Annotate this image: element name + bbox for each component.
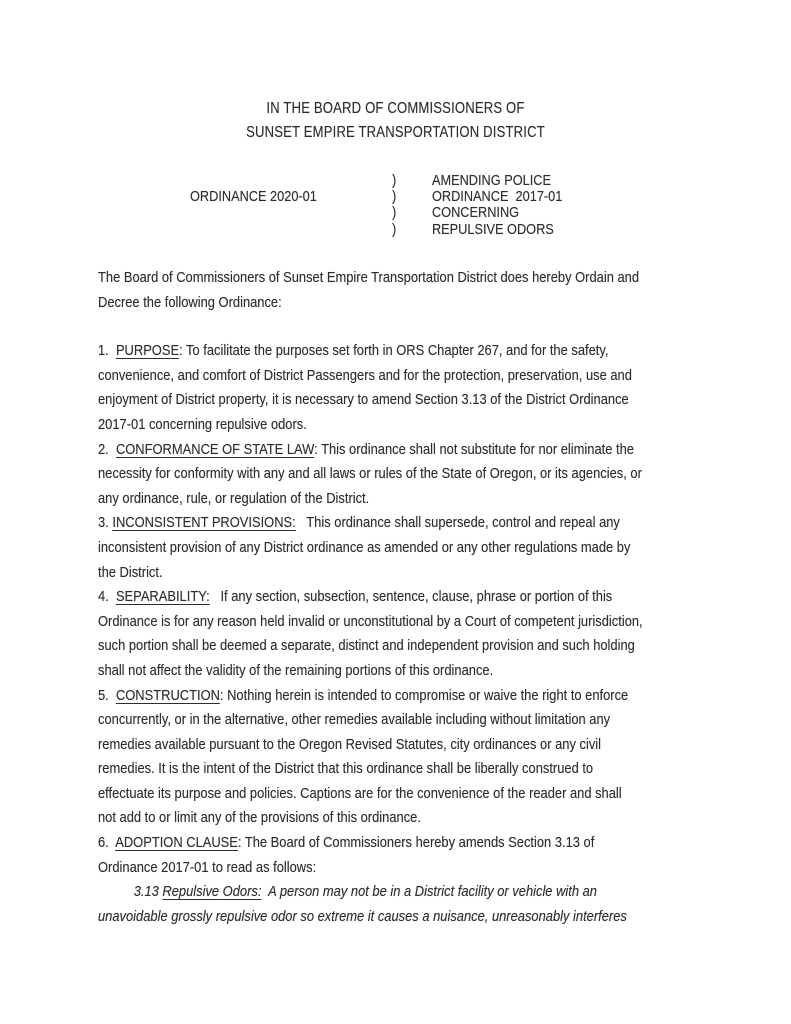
- section-text: : This ordinance shall not substitute for nor eliminate the: [314, 440, 634, 458]
- section-text: : Nothing herein is intended to compromise or waive the right to enforce: [219, 686, 629, 704]
- section-number: 2.: [98, 440, 116, 458]
- caption-paren: ): [392, 204, 397, 222]
- caption-line-text: CONCERNING: [431, 204, 520, 222]
- section-number: 4.: [98, 588, 116, 606]
- sections: [98, 339, 739, 929]
- ordinance-line: Ordinance is for any reason held invalid or unconstitutional by a Court of competent jurisdiction,: [98, 612, 643, 630]
- section-text: This ordinance shall supersede, control and repeal any: [295, 514, 620, 532]
- ordinance-line: inconsistent provision of any District ordinance as amended or any other regulations made by: [98, 538, 631, 556]
- section-number: 6.: [98, 834, 116, 852]
- ordinance-line: [98, 438, 643, 463]
- ordinance-line: Ordinance 2017-01 to read as follows:: [98, 858, 317, 876]
- ordinance-line: concurrently, or in the alternative, other remedies available including without limitation any: [98, 711, 611, 729]
- caption-row: [392, 189, 562, 205]
- ordinance-line: [98, 511, 643, 536]
- ordinance-number-label: ORDINANCE 2020-01: [190, 188, 317, 205]
- caption-line-text: ORDINANCE 2017-01: [431, 188, 563, 206]
- caption-paren: ): [392, 188, 397, 206]
- section-number: 3.: [98, 514, 113, 532]
- section-heading: PURPOSE: [115, 342, 180, 360]
- caption-block: [392, 173, 592, 238]
- caption-row: [392, 205, 562, 221]
- ordinance-line: shall not affect the validity of the remaining portions of this ordinance.: [98, 661, 494, 679]
- ordinance-line: [98, 831, 643, 856]
- ordinance-line: any ordinance, rule, or regulation of the District.: [98, 489, 370, 507]
- ordinance-line: [98, 339, 643, 364]
- preamble-line: Decree the following Ordinance:: [98, 293, 282, 311]
- ordinance-body: [98, 266, 739, 929]
- section-heading: INCONSISTENT PROVISIONS:: [112, 514, 296, 532]
- caption-paren: ): [392, 220, 397, 238]
- ordinance-line: [98, 684, 643, 709]
- ordinance-line: effectuate its purpose and policies. Captions are for the convenience of the reader and shall: [98, 784, 622, 802]
- ordinance-line: necessity for conformity with any and all laws or rules of the State of Oregon, or its agencies, or: [98, 465, 642, 483]
- caption-line-text: AMENDING POLICE: [431, 172, 551, 189]
- section-heading: CONSTRUCTION: [115, 686, 220, 704]
- section-heading: ADOPTION CLAUSE: [115, 834, 238, 852]
- caption-row: [392, 222, 562, 238]
- section-text: A person may not be in a District facility or vehicle with an: [261, 883, 597, 901]
- preamble: [98, 266, 739, 315]
- preamble-line: The Board of Commissioners of Sunset Empire Transportation District does hereby Ordain and: [98, 269, 640, 286]
- section-text: If any section, subsection, sentence, clause, phrase or portion of this: [209, 588, 613, 606]
- section-heading: SEPARABILITY:: [115, 588, 210, 606]
- section-number: 3.13: [133, 883, 163, 901]
- ordinance-line: unavoidable grossly repulsive odor so extreme it causes a nuisance, unreasonably interferes: [98, 907, 627, 925]
- title-line-2: SUNSET EMPIRE TRANSPORTATION DISTRICT: [246, 124, 545, 141]
- ordinance-line: the District.: [98, 563, 163, 581]
- section-number: 1.: [98, 342, 116, 360]
- ordinance-line: [98, 585, 643, 610]
- section-number: 5.: [98, 686, 116, 704]
- ordinance-line: remedies available pursuant to the Oregon Revised Statutes, city ordinances or any civil: [98, 735, 602, 753]
- ordinance-line: 2017-01 concerning repulsive odors.: [98, 415, 307, 433]
- caption-paren: ): [392, 172, 397, 189]
- section-heading: Repulsive Odors:: [162, 883, 262, 901]
- caption-row: [392, 173, 562, 189]
- caption-line-text: REPULSIVE ODORS: [431, 220, 554, 238]
- document-title: [0, 97, 791, 145]
- ordinance-line: not add to or limit any of the provisions of this ordinance.: [98, 809, 421, 827]
- title-line-1: IN THE BOARD OF COMMISSIONERS OF: [266, 100, 525, 117]
- ordinance-line: [98, 880, 643, 905]
- ordinance-line: enjoyment of District property, it is necessary to amend Section 3.13 of the District Ordinance: [98, 391, 629, 409]
- section-text: : The Board of Commissioners hereby amends Section 3.13 of: [237, 834, 595, 852]
- section-text: : To facilitate the purposes set forth in ORS Chapter 267, and for the safety,: [179, 342, 609, 360]
- ordinance-line: remedies. It is the intent of the District that this ordinance shall be liberally construed to: [98, 760, 594, 778]
- ordinance-line: such portion shall be deemed a separate, distinct and independent provision and such holding: [98, 637, 635, 655]
- ordinance-line: convenience, and comfort of District Passengers and for the protection, preservation, use and: [98, 366, 632, 384]
- section-heading: CONFORMANCE OF STATE LAW: [115, 440, 315, 458]
